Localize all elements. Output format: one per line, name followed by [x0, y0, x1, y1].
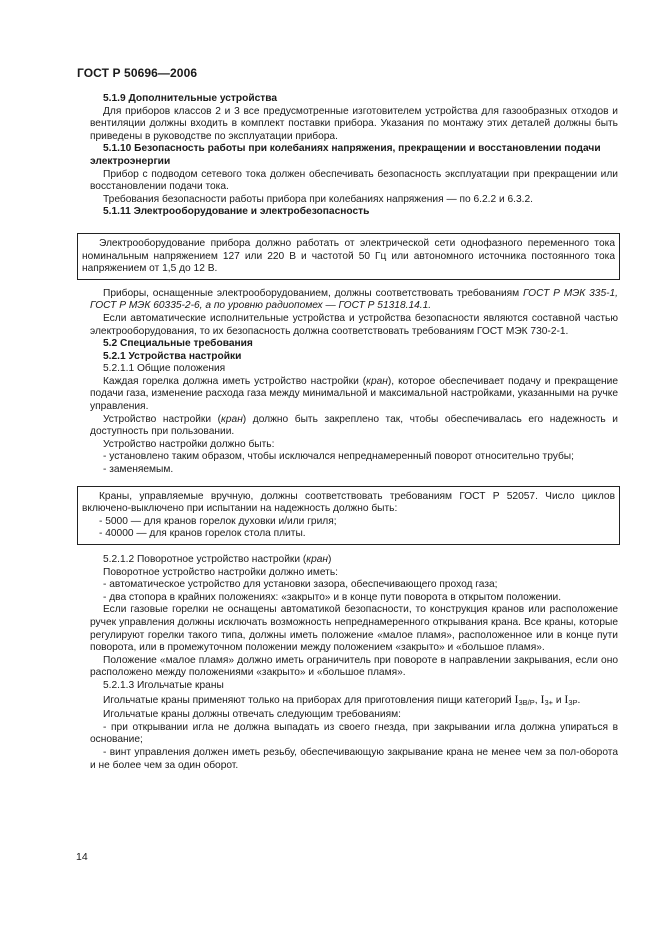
paragraph: Если автоматические исполнительные устройства и устройства безопасности являются составной частью электрооборудования, то их безопасность должна соответствовать требованиям ГОСТ МЭК 730-2-1. [90, 312, 618, 337]
category-symbol: I [514, 691, 519, 706]
category-symbol: I [540, 691, 545, 706]
list-item: - два стопора в крайних положениях: «закрыто» и в конце пути поворота в открытом положении. [103, 591, 562, 603]
section-heading-5-2-1: 5.2.1 Устройства настройки [103, 350, 242, 362]
list-item: - установлено таким образом, чтобы исключался непреднамеренный поворот относительно трубы; [103, 451, 574, 463]
section-heading-5-2: 5.2 Специальные требования [103, 338, 253, 350]
paragraph: Каждая горелка должна иметь устройство настройки (кран), которое обеспечивает подачу и прекращение подачи газа, изменение расхода газа между минимальной и максимальной настройками, указанными на ручке управления. [90, 375, 618, 413]
paragraph: Поворотное устройство настройки должно иметь: [103, 566, 338, 578]
page-content [82, 93, 619, 772]
category-subscript: 3B/P [518, 697, 535, 707]
list-item: - при открывании игла не должна выпадать из своего гнезда, при закрывании игла должна упираться в основание; [90, 721, 618, 746]
boxed-paragraph: Электрооборудование прибора должно работать от электрической сети однофазного переменного тока номинальным напряжением 127 или 220 В и частотой 50 Гц или автономного источника постоянного тока напряжением от 1,5 до 12 В. [82, 237, 615, 275]
section-heading-5-1-11: 5.1.11 Электрооборудование и электробезопасность [103, 206, 370, 218]
list-item: - автоматическое устройство для установки зазора, обеспечивающего проход газа; [103, 579, 498, 591]
paragraph-plain-text: Приборы, оснащенные электрооборудованием, должны соответствовать требованиям [103, 287, 523, 299]
boxed-list-item: - 40000 — для кранов горелок стола плиты. [99, 528, 306, 540]
paragraph [90, 288, 618, 313]
category-subscript: 3P [568, 697, 578, 707]
paragraph: Прибор с подводом сетевого тока должен обеспечивать безопасность эксплуатации при прекращении или восстановлении подачи тока. [90, 168, 618, 193]
category-symbol: I [564, 691, 569, 706]
paragraph: Устройство настройки должно быть: [103, 438, 275, 450]
paragraph: Устройство настройки (кран) должно быть закреплено так, чтобы обеспечивалась его надежность и доступность при пользовании. [90, 413, 618, 438]
section-heading-5-2-1-3: 5.2.1.3 Игольчатые краны [103, 679, 224, 691]
page-number: 14 [76, 851, 88, 863]
list-item: - заменяемым. [103, 464, 174, 476]
paragraph: Игольчатые краны применяют только на приборах для приготовления пищи категорий I3B/P, I3+ и I3P. [103, 691, 581, 707]
paragraph: Для приборов классов 2 и 3 все предусмотренные изготовителем устройства для газообразных отходов и вентиляции должны входить в комплект поставки прибора. Указания по монтажу этих деталей должны быть приведены в руководстве по эксплуатации прибора. [90, 105, 618, 142]
requirement-box [77, 233, 620, 280]
category-subscript: 3+ [544, 697, 553, 707]
boxed-list-item: - 5000 — для кранов горелок духовки и/или гриля; [99, 515, 337, 527]
boxed-paragraph: Краны, управляемые вручную, должны соответствовать требованиям ГОСТ Р 52057. Число циклов включено-выключено при испытании на надежность должно быть: [82, 490, 615, 515]
standards-reference: ГОСТ Р МЭК 335-1, ГОСТ Р МЭК 60335-2-6, а по уровню радиопомех — ГОСТ Р 51318.14.1. [90, 287, 619, 312]
paragraph: Положение «малое пламя» должно иметь ограничитель при повороте в направлении закрывания, если оно расположено между положениями «закрыто» и «большое пламя». [90, 654, 618, 679]
section-heading-5-2-1-2: 5.2.1.2 Поворотное устройство настройки (кран) [103, 554, 332, 565]
paragraph: Требования безопасности работы прибора при колебаниях напряжения — по 6.2.2 и 6.3.2. [103, 193, 533, 205]
paragraph: Игольчатые краны должны отвечать следующим требованиям: [103, 709, 401, 721]
section-heading-5-2-1-1: 5.2.1.1 Общие положения [103, 363, 226, 375]
requirement-box [77, 486, 620, 545]
list-item: - винт управления должен иметь резьбу, обеспечивающую закрывание крана не менее чем за пол-оборота и не более чем за один оборот. [90, 746, 618, 771]
section-heading-5-1-9: 5.1.9 Дополнительные устройства [103, 93, 278, 104]
paragraph: Если газовые горелки не оснащены автоматикой безопасности, то конструкция кранов или расположение ручек управления должны исключать возможность непреднамеренного открывания крана. Все краны, которые регулируют горелки такого типа, должны иметь положение «малое пламя», расположенное или в конце пути поворота, или в промежуточном положении между положением «закрыто» и «большое пламя». [90, 604, 618, 654]
document-header: ГОСТ Р 50696—2006 [77, 66, 198, 80]
spacer [90, 219, 618, 233]
section-heading-5-1-10: 5.1.10 Безопасность работы при колебаниях напряжения, прекращении и восстановлении подачи электроэнергии [90, 143, 601, 167]
